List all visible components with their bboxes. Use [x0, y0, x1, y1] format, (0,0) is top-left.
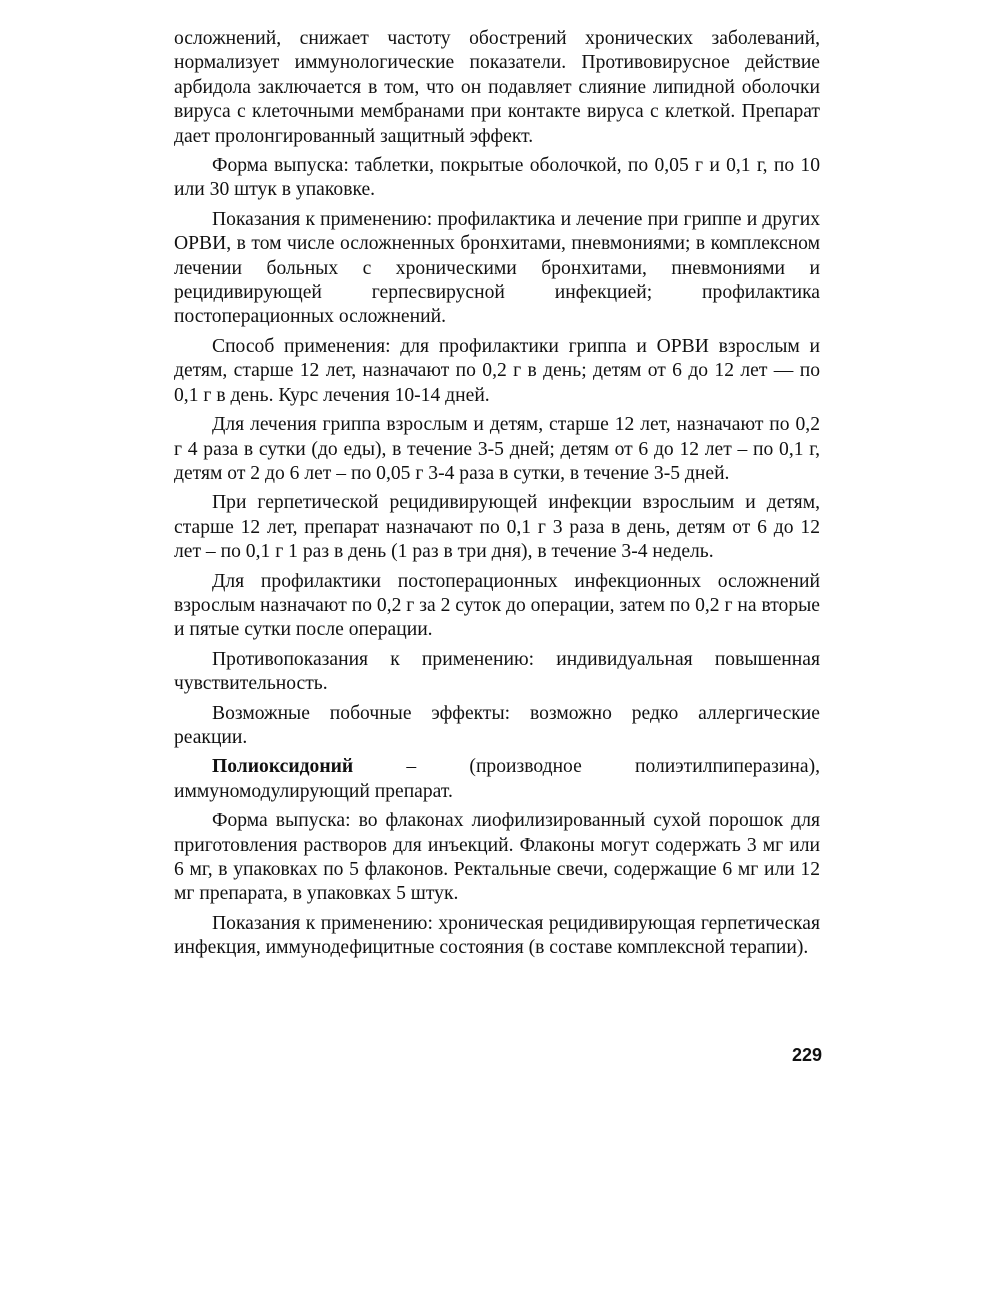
paragraph-usage-herpes	[174, 491, 820, 564]
body-text	[174, 27, 820, 966]
paragraph-release-form-arbidol	[174, 154, 820, 203]
paragraph-text: Для лечения гриппа взрослым и детям, старше 12 лет, назначают по 0,2 г 4 раза в сутки (до еды), в течение 3-5 дней; детям от 6 до 12 лет – по 0,1 г, детям от 2 до 6 лет – по 0,05 г 3-4 раза в сутки, в течение 3-5 дней.	[174, 414, 820, 484]
paragraph-side-effects	[174, 702, 820, 751]
paragraph-text: Форма выпуска: во флаконах лиофилизированный сухой порошок для приготовления растворов для инъекций. Флаконы могут содержать 3 мг или 6 мг, в упаковках по 5 флаконов. Ректальные свечи, содержащие 6 мг или 12 мг препарата, в упаковках 5 штук.	[174, 810, 820, 905]
paragraph-usage-treatment	[174, 413, 820, 486]
paragraph-text: Противопоказания к применению: индивидуальная повышенная чувствительность.	[174, 648, 820, 695]
paragraph-text: Для профилактики постоперационных инфекционных осложнений взрослым назначают по 0,2 г за 2 суток до операции, затем по 0,2 г на вторые и пятые сутки после операции.	[174, 570, 820, 641]
paragraph-text: Возможные побочные эффекты: возможно редко аллергические реакции.	[174, 702, 820, 748]
paragraph-usage-prophylaxis	[174, 335, 820, 408]
paragraph-continuation	[174, 27, 820, 149]
paragraph-release-form-polyoxidonium	[174, 809, 820, 907]
paragraph-contraindications	[174, 648, 820, 697]
paragraph-text: Показания к применению: профилактика и лечение при гриппе и других ОРВИ, в том числе осложненных бронхитами, пневмониями; в комплексном лечении больных с хроническими бронхитами, пневмониями и рецидивирующей герпесвирусной инфекцией; профилактика постоперационных осложнений.	[174, 208, 820, 328]
drug-name-term: Полиоксидоний	[212, 756, 354, 778]
paragraph-indications-arbidol	[174, 208, 820, 330]
paragraph-text: При герпетической рецидивирующей инфекции взрослыим и детям, старше 12 лет, препарат назначают по 0,1 г 3 раза в день, детям от 6 до 12 лет – по 0,1 г 1 раз в день (1 раз в три дня), в течение 3-4 недель.	[174, 492, 820, 563]
page-number: 229	[791, 1045, 822, 1065]
paragraph-text: Форма выпуска: таблетки, покрытые оболочкой, по 0,05 г и 0,1 г, по 10 или 30 штук в упаковке.	[174, 155, 820, 201]
paragraph-indications-polyoxidonium	[174, 912, 820, 961]
paragraph-text: Способ применения: для профилактики гриппа и ОРВИ взрослым и детям, старше 12 лет, назначают по 0,2 г в день; детям от 6 до 12 лет — по 0,1 г в день. Курс лечения 10-14 дней.	[174, 335, 820, 406]
paragraph-text: Показания к применению: хроническая рецидивирующая герпетическая инфекция, иммунодефицитные состояния (в составе комплексной терапии).	[174, 912, 820, 959]
paragraph-text: осложнений, снижает частоту обострений хронических заболеваний, нормализует иммунологические показатели. Противовирусное действие арбидола заключается в том, что он подавляет слияние липидной оболочки вируса с клеточными мембранами при контакте вируса с клеткой. Препарат дает пролонгированный защитный эффект.	[174, 28, 820, 147]
paragraph-polyoxidonium	[174, 755, 820, 804]
paragraph-usage-postoperative	[174, 570, 820, 643]
paragraph-text: – (производное полиэтилпиперазина), иммуномодулирующий препарат.	[174, 756, 820, 802]
